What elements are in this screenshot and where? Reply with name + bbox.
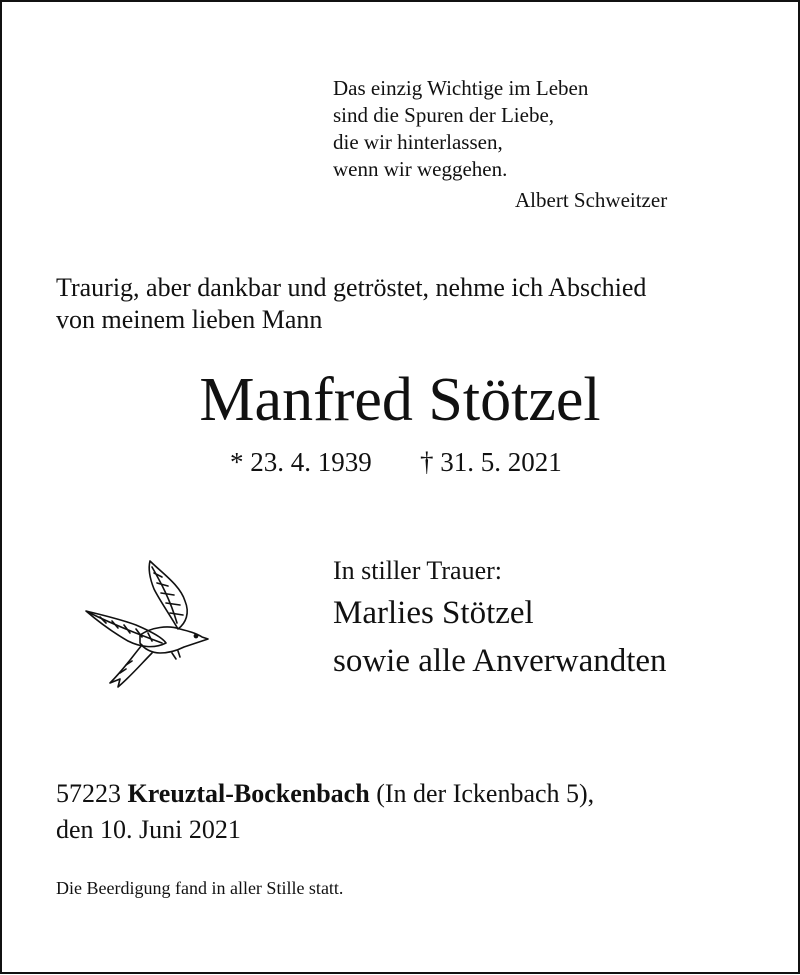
intro-line: von meinem lieben Mann [56,305,323,334]
death-date: † 31. 5. 2021 [420,447,562,477]
mourner-name: Marlies Stötzel [333,595,534,631]
quote [333,75,588,183]
notice-date: den 10. Juni 2021 [56,815,241,844]
quote-author: Albert Schweitzer [515,188,668,212]
intro-line: Traurig, aber dankbar und getröstet, nehme ich Abschied [56,273,647,302]
mourning-label: In stiller Trauer: [333,556,502,585]
quote-line: sind die Spuren der Liebe, [333,103,555,127]
quote-line: wenn wir weggehen. [333,157,508,181]
address-line [56,778,594,810]
postal-code: 57223 [56,779,121,808]
funeral-note: Die Beerdigung fand in aller Stille statt. [56,878,344,898]
town-name: Kreuztal-Bockenbach [127,779,370,808]
dove-icon [80,553,215,693]
mourner-relatives: sowie alle Anverwandten [333,643,667,679]
quote-line: Das einzig Wichtige im Leben [333,76,589,100]
intro-text [56,272,646,336]
street-address: (In der Ickenbach 5), [376,779,595,808]
quote-line: die wir hinterlassen, [333,130,503,154]
birth-date: * 23. 4. 1939 [230,447,372,477]
deceased-name: Manfred Stötzel [199,366,601,434]
